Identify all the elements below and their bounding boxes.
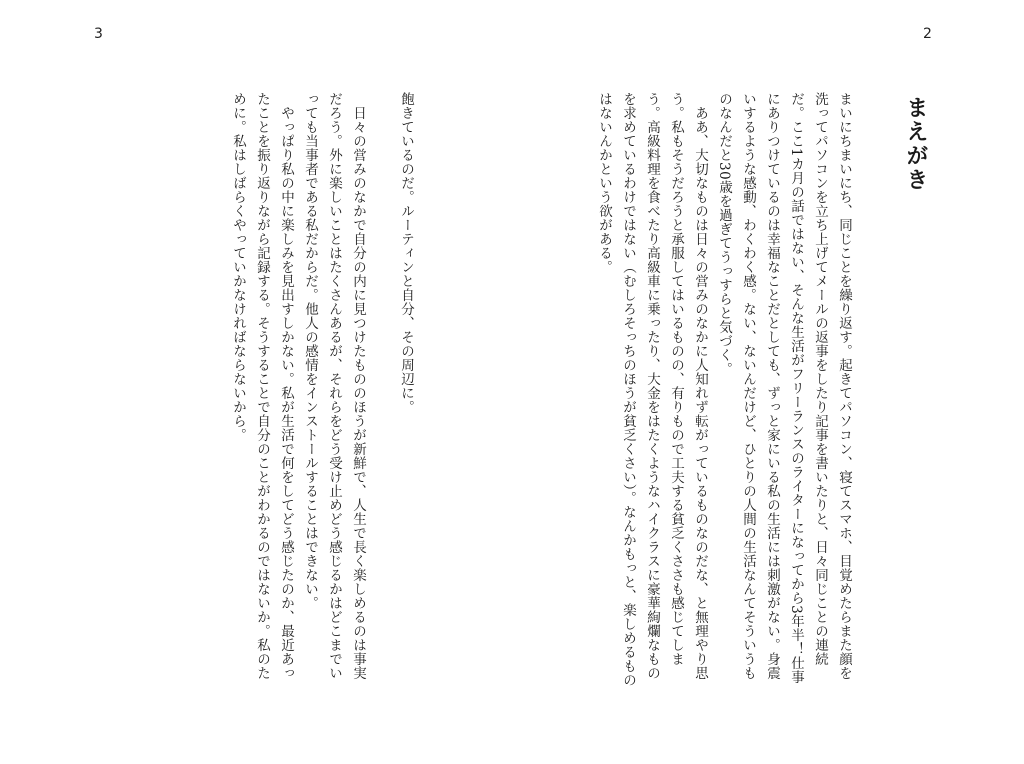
page-number-right: 2 [923,26,932,42]
paragraph: まいにちまいにち、同じことを繰り返す。起きてパソコン、寝てスマホ、目覚めたらまた顔を洗ってパソコンを立ち上げてメールの返事をしたり記事を書いたりと、日々同じことの連続だ。ここ1カ月の話ではない、そんな生活がフリーランスのライターになってから3年半！仕事にありつけているのは幸福なことだとしても、ずっと家にいる私の生活には刺激がない。身震いするような感動、わくわく感。ない、ないんだけど、ひとりの人間の生活なんてそういうものなんだと30歳を過ぎてうっすらと気づく。 [716,92,852,685]
page-number-left: 3 [94,26,103,42]
paragraph: 日々の営みのなかで自分の内に見つけたもののほうが新鮮で、人生で長く楽しめるのは事実だろう。外に楽しいことはたくさんあるが、それらをどう受け止めどう感じるかはどこまでいっても当事者である私だからだ。他人の感情をインストールすることはできない。 [302,92,366,680]
paragraph: やっぱり私の中に楽しみを見出すしかない。私が生活で何をしてどう感じたのか、最近あったことを振り返りながら記録する。そうすることで自分のことがわかるのではないか。私のために。私はしばらくやっていかなければならないから。 [230,92,294,680]
paragraph: 飽きているのだ。ルーティンと自分、その周辺に。 [398,92,414,414]
paragraph: ああ、大切なものは日々の営みのなかに人知れず転がっているものなのだな、と無理やり思う。私もそうだろうと承服してはいるものの、有りもので工夫する貧乏くささも感じてしまう。高級料理を食べたり高級車に乗ったり、大金をはたくようなハイクラスに豪華絢爛なものを求めているわけではない（むしろそっちのほうが貧乏くさい）。なんかもっと、楽しめるものはないんかという欲がある。 [596,92,708,688]
left-page-body [226,92,418,692]
chapter-title: まえがき [903,96,928,192]
right-page-body [592,92,856,692]
